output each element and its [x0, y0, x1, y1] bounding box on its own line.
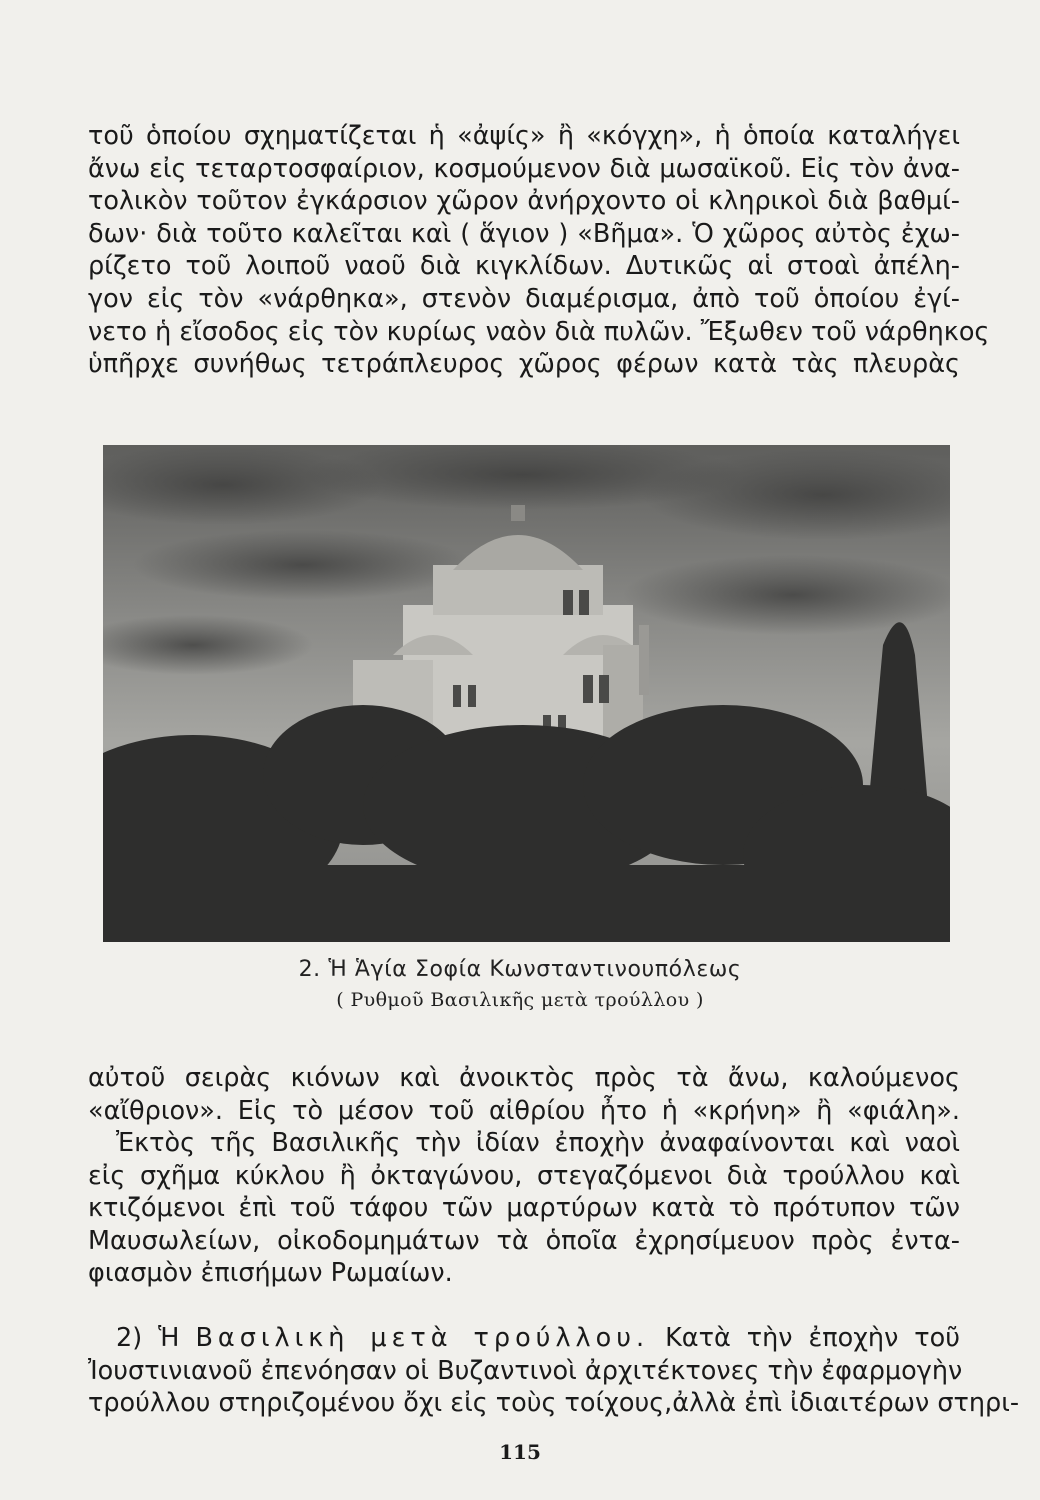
text-line: φιασμὸν ἐπισήμων Ρωμαίων.: [88, 1258, 453, 1289]
text-line: δων· διὰ τοῦτο καλεῖται καὶ ( ἅγιον ) «Βῆμα». Ὁ χῶρος αὐτὸς ἐχω-: [88, 218, 960, 249]
text-line: τολικὸν τοῦτον ἐγκάρσιον χῶρον ἀνήρχοντο οἱ κληρικοὶ διὰ βαθμί-: [88, 186, 960, 217]
text-line: αὐτοῦ σειρὰς κιόνων καὶ ἀνοικτὸς πρὸς τὰ ἄνω, καλούμενος: [88, 1063, 960, 1093]
section-heading-rest: Κατὰ τὴν ἐποχὴν τοῦ: [665, 1323, 961, 1353]
figure-caption-title: 2. Ἡ Ἁγία Σοφία Κωνσταντινουπόλεως: [298, 957, 742, 982]
paragraph-circular-churches: [88, 1127, 960, 1290]
section-heading-line: [88, 1322, 960, 1355]
paragraph-top: [88, 120, 990, 381]
illustration-drawing: [103, 445, 950, 942]
text-line: ἄνω εἰς τεταρτοσφαίριον, κοσμούμενον διὰ μωσαϊκοῦ. Εἰς τὸν ἀνα-: [88, 153, 960, 184]
text-line: εἰς σχῆμα κύκλου ἢ ὀκταγώνου, στεγαζόμενοι διὰ τρούλλου καὶ: [88, 1160, 960, 1191]
text-line: ὑπῆρχε συνήθως τετράπλευρος χῶρος φέρων κατὰ τὰς πλευρὰς: [88, 349, 960, 380]
text-line: ρίζετο τοῦ λοιποῦ ναοῦ διὰ κιγκλίδων. Δυτικῶς αἱ στοαὶ ἀπέλη-: [88, 251, 960, 282]
text-line: τοῦ ὁποίου σχηματίζεται ἡ «ἀψίς» ἢ «κόγχη», ἡ ὁποία καταλήγει: [88, 121, 960, 151]
text-line: νετο ἡ εἴσοδος εἰς τὸν κυρίως ναὸν διὰ πυλῶν. Ἔξωθεν τοῦ νάρθηκος: [88, 316, 990, 347]
text-line: Ἐκτὸς τῆς Βασιλικῆς τὴν ἰδίαν ἐποχὴν ἀναφαίνονται καὶ ναοὶ: [116, 1128, 960, 1158]
text-line: Μαυσωλείων, οἰκοδομημάτων τὰ ὁποῖα ἐχρησίμευον πρὸς ἐντα-: [88, 1225, 960, 1256]
figure-caption-subtitle: ( Ρυθμοῦ Βασιλικῆς μετὰ τρούλλου ): [336, 989, 704, 1011]
text-line: γον εἰς τὸν «νάρθηκα», στενὸν διαμέρισμα, ἀπὸ τοῦ ὁποίου ἐγί-: [88, 283, 960, 314]
paragraph-after-figure: [88, 1062, 960, 1127]
page-number: 115: [499, 1440, 541, 1464]
paragraph-basilica-with-dome: [88, 1322, 1020, 1420]
text-line: Ἰουστινιανοῦ ἐπενόησαν οἱ Βυζαντινοὶ ἀρχιτέκτονες τὴν ἐφαρμογὴν: [88, 1355, 963, 1386]
section-title-spaced: Βασιλικὴ μετὰ τρούλλου.: [195, 1323, 650, 1353]
text-line: «αἴθριον». Εἰς τὸ μέσον τοῦ αἰθρίου ἦτο ἡ «κρήνη» ἢ «φιάλη».: [88, 1095, 960, 1126]
section-number: 2) Ἡ: [116, 1323, 180, 1353]
text-line: κτιζόμενοι ἐπὶ τοῦ τάφου τῶν μαρτύρων κατὰ τὸ πρότυπον τῶν: [88, 1193, 960, 1224]
hagia-sophia-illustration: [103, 445, 950, 942]
text-line: τρούλλου στηριζομένου ὄχι εἰς τοὺς τοίχους,ἀλλὰ ἐπὶ ἰδιαιτέρων στηρι-: [88, 1388, 1020, 1419]
